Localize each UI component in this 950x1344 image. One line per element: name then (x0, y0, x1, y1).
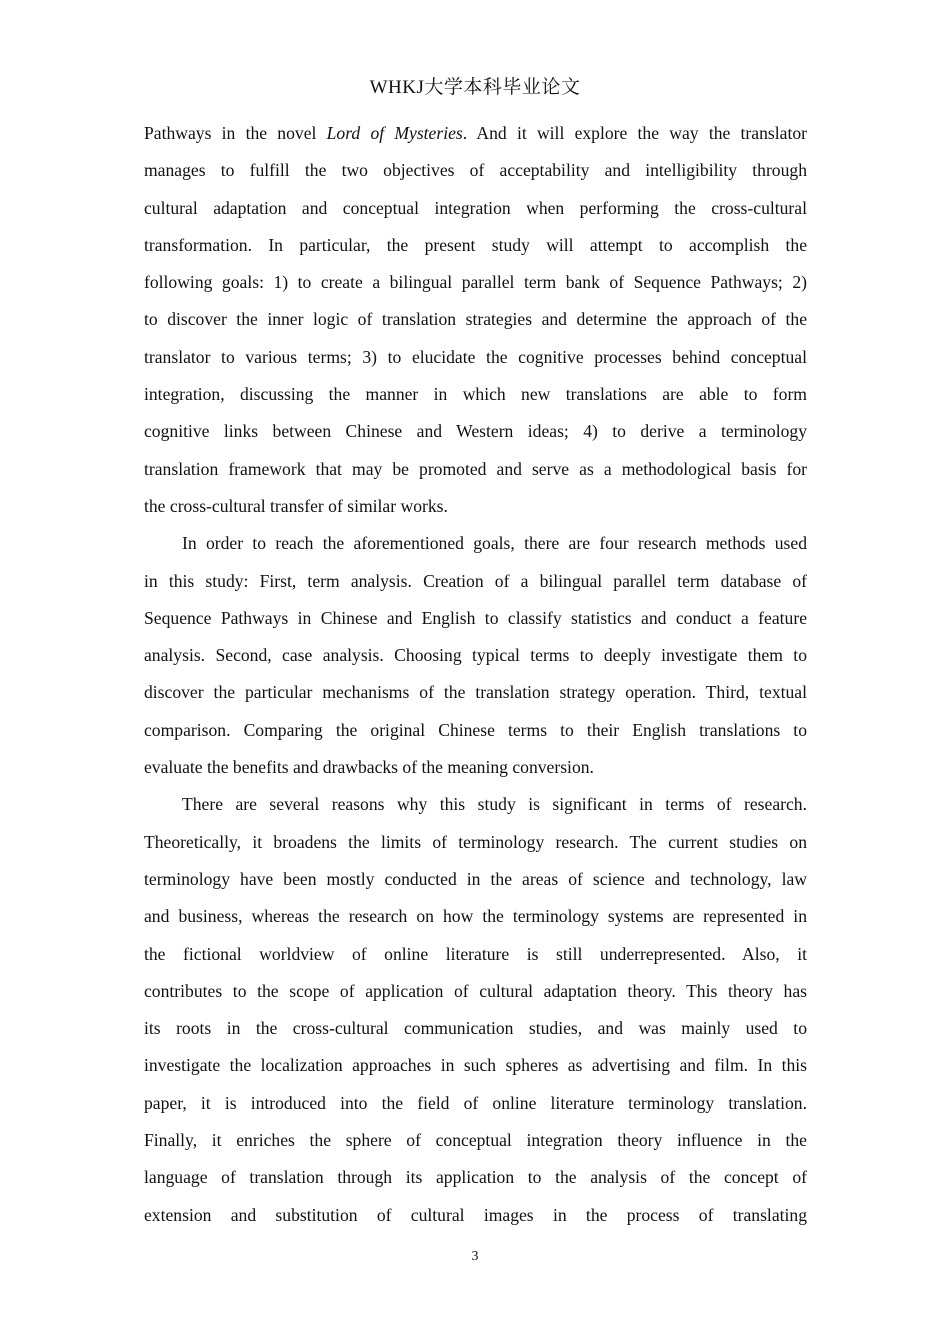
paragraph-line: terminology have been mostly conducted in the areas of science and technology, law (144, 868, 807, 889)
running-header: WHKJ大学本科毕业论文 (369, 77, 581, 98)
paragraph-line: the fictional worldview of online literature is still underrepresented. Also, it (144, 943, 807, 964)
page-number: 3 (471, 1249, 479, 1264)
paragraph-line: following goals: 1) to create a bilingual parallel term bank of Sequence Pathways; 2) (144, 272, 807, 293)
paragraph-line: manages to fulfill the two objectives of acceptability and intelligibility through (144, 160, 807, 181)
paragraph-line: In order to reach the aforementioned goals, there are four research methods used (182, 533, 807, 554)
paragraph-line: comparison. Comparing the original Chinese terms to their English translations to (144, 719, 807, 740)
paragraph-line: its roots in the cross-cultural communication studies, and was mainly used to (144, 1018, 807, 1039)
paragraph-3 (144, 786, 807, 1234)
paragraph-line: Finally, it enriches the sphere of conceptual integration theory influence in the (144, 1130, 807, 1151)
paragraph-2 (144, 525, 807, 786)
body-text (144, 115, 807, 1234)
paragraph-line: Sequence Pathways in Chinese and English to classify statistics and conduct a feature (144, 607, 807, 628)
paragraph-line: paper, it is introduced into the field of online literature terminology translation. (144, 1092, 807, 1113)
paragraph-line: evaluate the benefits and drawbacks of the meaning conversion. (144, 757, 594, 778)
paragraph-line: There are several reasons why this study is significant in terms of research. (182, 794, 807, 815)
paragraph-line: discover the particular mechanisms of the translation strategy operation. Third, textual (144, 682, 807, 703)
paragraph-line: to discover the inner logic of translation strategies and determine the approach of the (144, 309, 807, 330)
paragraph-1 (144, 115, 807, 525)
paragraph-line: integration, discussing the manner in which new translations are able to form (144, 384, 807, 405)
paragraph-line: cultural adaptation and conceptual integration when performing the cross-cultural (144, 197, 807, 218)
paragraph-line: translator to various terms; 3) to elucidate the cognitive processes behind conceptual (144, 346, 807, 367)
paragraph-line: and business, whereas the research on how the terminology systems are represented in (144, 906, 807, 927)
paragraph-line: analysis. Second, case analysis. Choosing typical terms to deeply investigate them to (144, 645, 807, 666)
paragraph-line: Theoretically, it broadens the limits of terminology research. The current studies on (144, 831, 807, 852)
paragraph-line: transformation. In particular, the present study will attempt to accomplish the (144, 234, 807, 255)
paragraph-line: translation framework that may be promoted and serve as a methodological basis for (144, 458, 807, 479)
paragraph-line: language of translation through its application to the analysis of the concept of (144, 1167, 807, 1188)
paragraph-line: in this study: First, term analysis. Creation of a bilingual parallel term database of (144, 570, 807, 591)
paragraph-line: extension and substitution of cultural images in the process of translating (144, 1204, 807, 1225)
paragraph-line: contributes to the scope of application of cultural adaptation theory. This theory has (144, 980, 807, 1001)
paragraph-line: investigate the localization approaches in such spheres as advertising and film. In this (144, 1055, 807, 1076)
novel-title: Lord of Mysteries (326, 123, 463, 143)
paragraph-line: the cross-cultural transfer of similar works. (144, 495, 448, 516)
paragraph-line: cognitive links between Chinese and Western ideas; 4) to derive a terminology (144, 421, 807, 442)
paragraph-line: Pathways in the novel Lord of Mysteries. And it will explore the way the translator (144, 123, 807, 143)
